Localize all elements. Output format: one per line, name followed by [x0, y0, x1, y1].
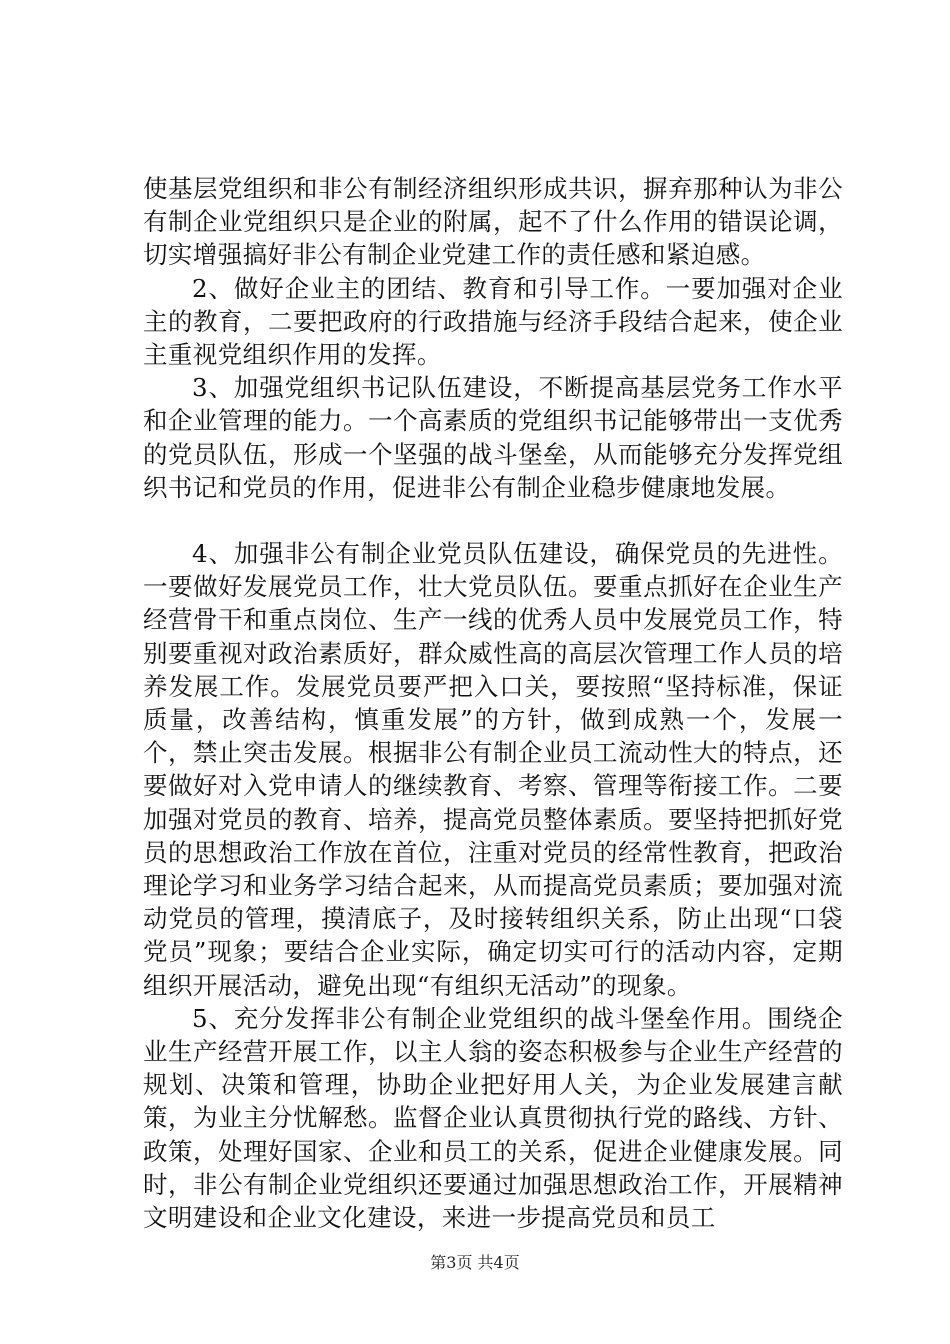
paragraph-spacer [143, 504, 843, 537]
paragraph-item-5: 5、充分发挥非公有制企业党组织的战斗堡垒作用。围绕企业生产经营开展工作，以主人翁的姿态积极参与企业生产经营的规划、决策和管理，协助企业把好用人关，为企业发展建言献策，为业主分忧解愁。监督企业认真贯彻执行党的路线、方针、政策，处理好国家、企业和员工的关系，促进企业健康发展。同时，非公有制企业党组织还要通过加强思想政治工作，开展精神文明建设和企业文化建设，来进一步提高党员和员工 [143, 1003, 843, 1233]
paragraph-item-2: 2、做好企业主的团结、教育和引导工作。一要加强对企业主的教育，二要把政府的行政措施与经济手段结合起来，使企业主重视党组织作用的发挥。 [143, 273, 843, 370]
paragraph-item-4: 4、加强非公有制企业党员队伍建设，确保党员的先进性。一要做好发展党员工作，壮大党员队伍。要重点抓好在企业生产经营骨干和重点岗位、生产一线的优秀人员中发展党员工作，特别要重视对政治素质好，群众威性高的高层次管理工作人员的培养发展工作。发展党员要严把入口关，要按照“坚持标准，保证质量，改善结构，慎重发展”的方针，做到成熟一个，发展一个，禁止突击发展。根据非公有制企业员工流动性大的特点，还要做好对入党申请人的继续教育、考察、管理等衔接工作。二要加强对党员的教育、培养，提高党员整体素质。要坚持把抓好党员的思想政治工作放在首位，注重对党员的经常性教育，把政治理论学习和业务学习结合起来，从而提高党员素质；要加强对流动党员的管理，摸清底子，及时接转组织关系，防止出现“口袋党员”现象；要结合企业实际，确定切实可行的活动内容，定期组织开展活动，避免出现“有组织无活动”的现象。 [143, 539, 843, 1000]
document-body [143, 172, 843, 1234]
paragraph-item-3: 3、加强党组织书记队伍建设，不断提高基层党务工作水平和企业管理的能力。一个高素质的党组织书记能够带出一支优秀的党员队伍，形成一个坚强的战斗堡垒，从而能够充分发挥党组织书记和党员的作用，促进非公有制企业稳步健康地发展。 [143, 373, 843, 502]
paragraph-continuation: 使基层党组织和非公有制经济组织形成共识，摒弃那种认为非公有制企业党组织只是企业的附属，起不了什么作用的错误论调，切实增强搞好非公有制企业党建工作的责任感和紧迫感。 [143, 174, 843, 270]
page-number-footer: 第3页 共4页 [430, 1253, 520, 1272]
